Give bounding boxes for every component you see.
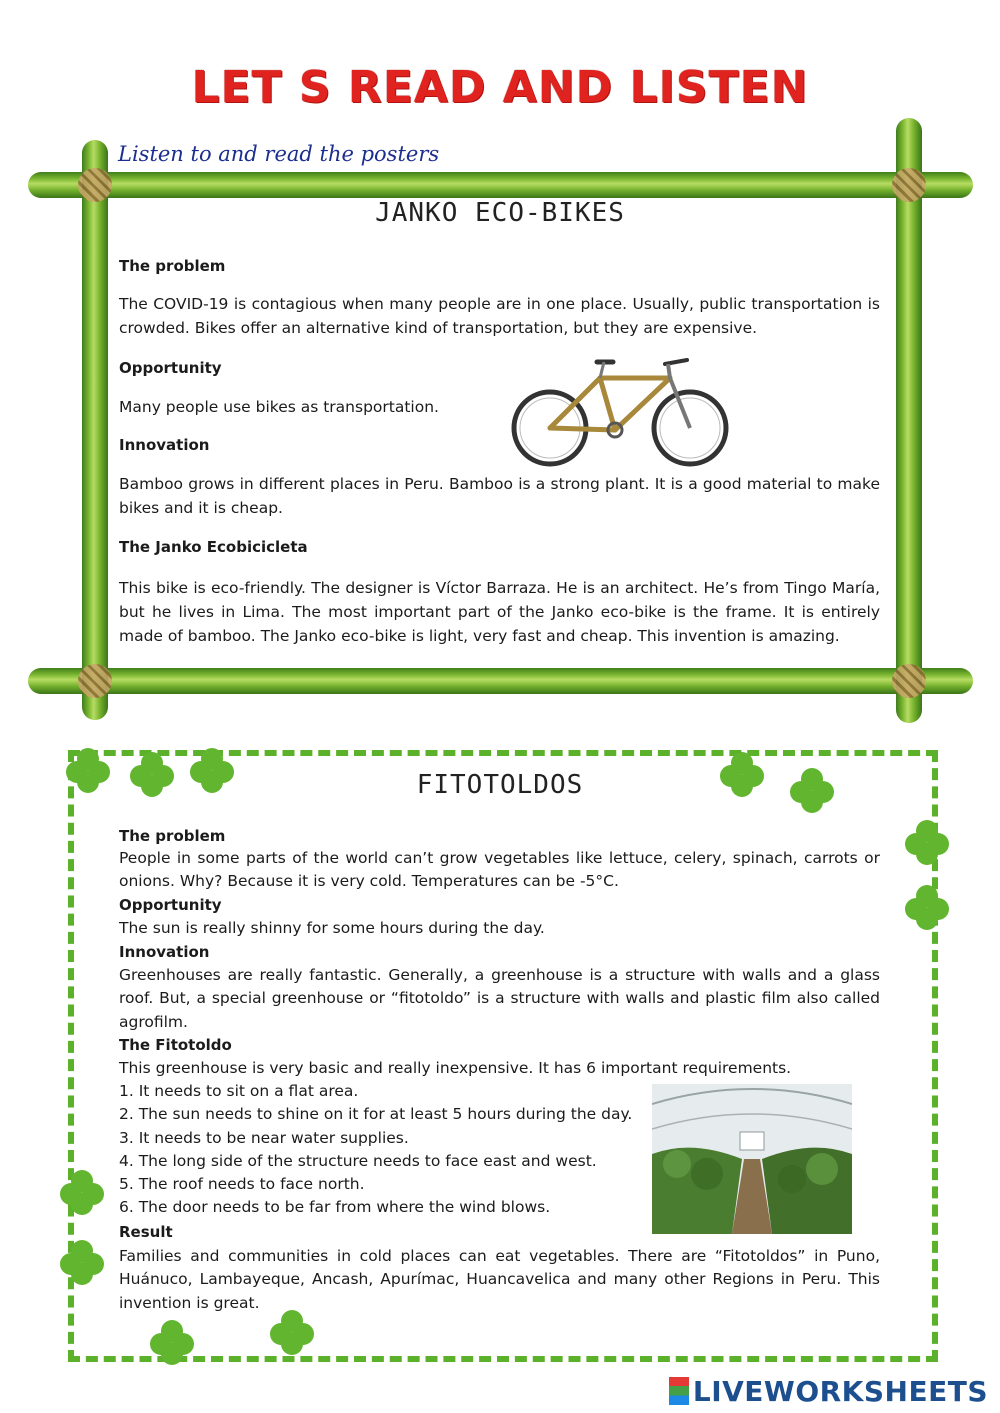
clover-icon xyxy=(270,1310,314,1354)
bamboo-top xyxy=(28,172,973,198)
rope-knot-icon xyxy=(892,664,926,698)
poster2-problem-label: The problem xyxy=(119,827,226,845)
poster2-innovation-text: Greenhouses are really fantastic. Generally, a greenhouse is a structure with walls and a glass roof. But, a special greenhouse or “fitotoldo” is a structure with walls and plastic film also called agrofilm. xyxy=(119,966,880,1031)
poster1-problem-label: The problem xyxy=(119,257,226,275)
poster2-opportunity-text: The sun is really shinny for some hours during the day. xyxy=(119,919,545,937)
poster1-problem-text: The COVID-19 is contagious when many people are in one place. Usually, public transportation is crowded. Bikes offer an alternative kind of transportation, but they are expensive. xyxy=(119,295,880,337)
poster1-product-text: This bike is eco-friendly. The designer is Víctor Barraza. He is an architect. He’s from Tingo María, but he lives in Lima. The most important part of the Janko eco-bike is the frame. It is entirely made of bamboo. The Janko eco-bike is light, very fast and cheap. This invention is amazing. xyxy=(119,579,880,645)
list-item: 2. The sun needs to shine on it for at least 5 hours during the day. xyxy=(119,1105,633,1124)
bamboo-bike-image xyxy=(505,348,745,468)
rope-knot-icon xyxy=(78,168,112,202)
clover-icon xyxy=(790,768,834,812)
poster1-opportunity-text: Many people use bikes as transportation. xyxy=(119,398,439,416)
poster2-result-text: Families and communities in cold places can eat vegetables. There are “Fitotoldos” in Puno, Huánuco, Lambayeque, Ancash, Apurímac, Huancavelica and many other Regions in Peru. This invention is great. xyxy=(119,1247,880,1312)
clover-icon xyxy=(60,1240,104,1284)
clover-icon xyxy=(130,752,174,796)
rope-knot-icon xyxy=(892,168,926,202)
list-item: 1. It needs to sit on a flat area. xyxy=(119,1082,359,1100)
clover-icon xyxy=(60,1170,104,1214)
poster1-opportunity-label: Opportunity xyxy=(119,359,222,377)
poster2-heading: FITOTOLDOS xyxy=(416,770,584,800)
logo-box-icon xyxy=(669,1377,689,1405)
bamboo-left xyxy=(82,140,108,720)
poster2-result-label: Result xyxy=(119,1223,173,1241)
poster2-product-text: This greenhouse is very basic and really inexpensive. It has 6 important requirements. xyxy=(119,1059,792,1077)
list-item: 5. The roof needs to face north. xyxy=(119,1175,365,1194)
poster2-opportunity-label: Opportunity xyxy=(119,896,222,914)
poster2-problem-text: People in some parts of the world can’t grow vegetables like lettuce, celery, spinach, carrots or onions. Why? Because it is very cold. Temperatures can be -5°C. xyxy=(119,849,880,891)
clover-icon xyxy=(190,748,234,792)
logo-text: LIVEWORKSHEETS xyxy=(692,1375,988,1408)
poster1-product-label: The Janko Ecobicicleta xyxy=(119,538,308,556)
poster1-innovation-text: Bamboo grows in different places in Peru. Bamboo is a strong plant. It is a good material to make bikes and it is cheap. xyxy=(119,475,880,517)
clover-icon xyxy=(720,752,764,796)
subtitle: Listen to and read the posters xyxy=(118,142,440,166)
bamboo-bottom xyxy=(28,668,973,694)
poster1-heading: JANKO ECO-BIKES xyxy=(375,198,625,228)
clover-icon xyxy=(150,1320,194,1364)
clover-icon xyxy=(905,820,949,864)
liveworksheets-logo xyxy=(669,1375,988,1408)
page-title: LET S READ AND LISTEN xyxy=(191,62,809,113)
list-item: 6. The door needs to be far from where the wind blows. xyxy=(119,1198,551,1217)
poster2-product-label: The Fitotoldo xyxy=(119,1036,232,1054)
rope-knot-icon xyxy=(78,664,112,698)
poster1-innovation-label: Innovation xyxy=(119,436,210,454)
clover-icon xyxy=(66,748,110,792)
bamboo-right xyxy=(896,118,922,723)
poster2-innovation-label: Innovation xyxy=(119,943,210,961)
requirements-list xyxy=(119,1080,649,1220)
clover-icon xyxy=(905,885,949,929)
list-item: 4. The long side of the structure needs to face east and west. xyxy=(119,1151,597,1170)
list-item: 3. It needs to be near water supplies. xyxy=(119,1128,409,1147)
greenhouse-image xyxy=(652,1084,852,1234)
